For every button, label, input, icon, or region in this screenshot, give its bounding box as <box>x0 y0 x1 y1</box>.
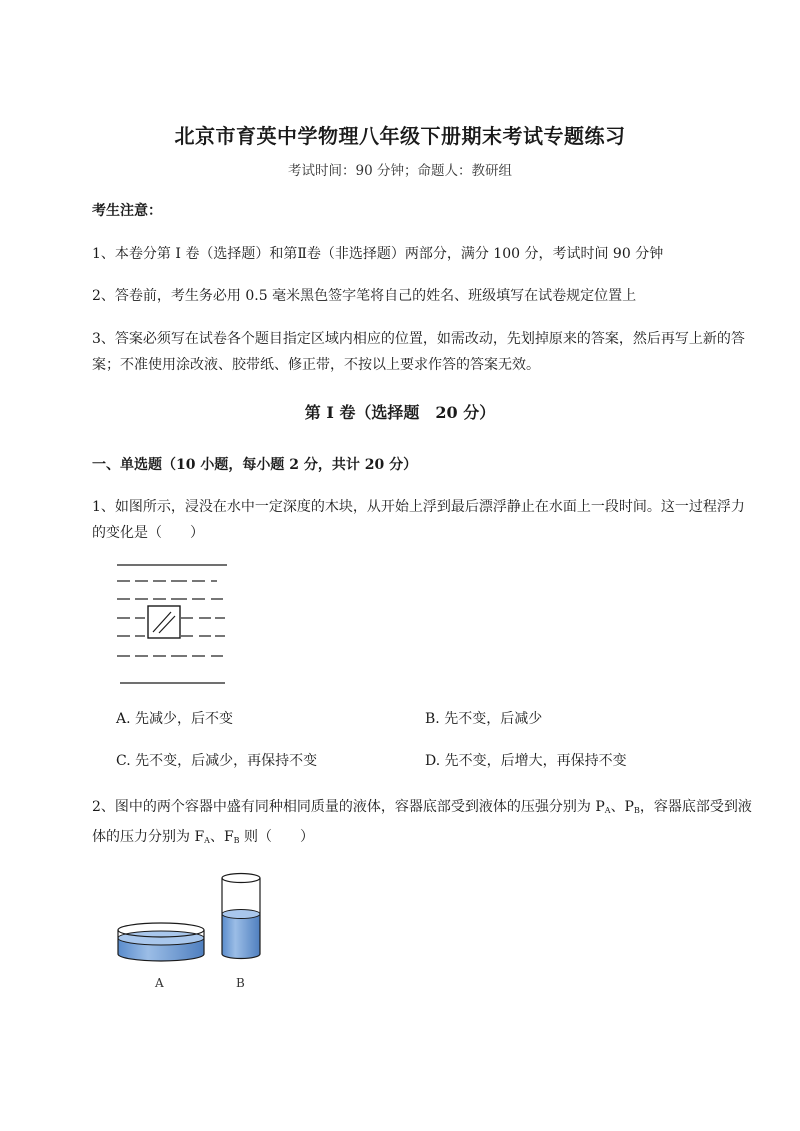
exam-info: 考试时间：90 分钟；命题人：教研组 <box>288 163 512 179</box>
container-b <box>222 874 260 959</box>
question-1-figure <box>115 562 235 687</box>
notice-item-2: 2、答卷前，考生务必用 0.5 毫米黑色签字笔将自己的姓名、班级填写在试卷规定位置上 <box>92 288 637 304</box>
question-2-figure <box>112 870 292 1000</box>
notice-item-3: 3、答案必须写在试卷各个题目指定区域内相应的位置，如需改动，先划掉原来的答案，然后再写上新的答案；不准使用涂改液、胶带纸、修正带，不按以上要求作答的答案无效。 <box>92 331 745 373</box>
section-title: 第 I 卷（选择题 20 分） <box>304 403 496 422</box>
figure-label-a: A <box>155 976 164 990</box>
part-heading: 一、单选题（10 小题，每小题 2 分，共计 20 分） <box>92 457 418 473</box>
page-title: 北京市育英中学物理八年级下册期末考试专题练习 <box>174 124 626 148</box>
q1-option-a[interactable]: A. 先减少，后不变 <box>116 711 234 727</box>
question-1-stem: 1、如图所示，浸没在水中一定深度的木块，从开始上浮到最后漂浮静止在水面上一段时间。这一过程浮力的变化是（ ） <box>92 499 745 541</box>
q1-option-d[interactable]: D. 先不变，后增大，再保持不变 <box>425 753 627 769</box>
figure-label-b: B <box>236 976 245 990</box>
q1-option-b[interactable]: B. 先不变，后减少 <box>425 711 543 727</box>
container-a <box>118 923 204 961</box>
notice-item-1: 1、本卷分第 I 卷（选择题）和第Ⅱ卷（非选择题）两部分，满分 100 分，考试时间 90 分钟 <box>92 246 664 262</box>
notice-heading: 考生注意： <box>92 203 162 219</box>
q1-option-c[interactable]: C. 先不变，后减少，再保持不变 <box>116 753 318 769</box>
question-2-stem: 2、图中的两个容器中盛有同种相同质量的液体，容器底部受到液体的压强分别为 $P_A$、$P_B$，容器底部受到液体的压力分别为 $F_A$、$F_B$ 则（ ） <box>92 799 752 845</box>
